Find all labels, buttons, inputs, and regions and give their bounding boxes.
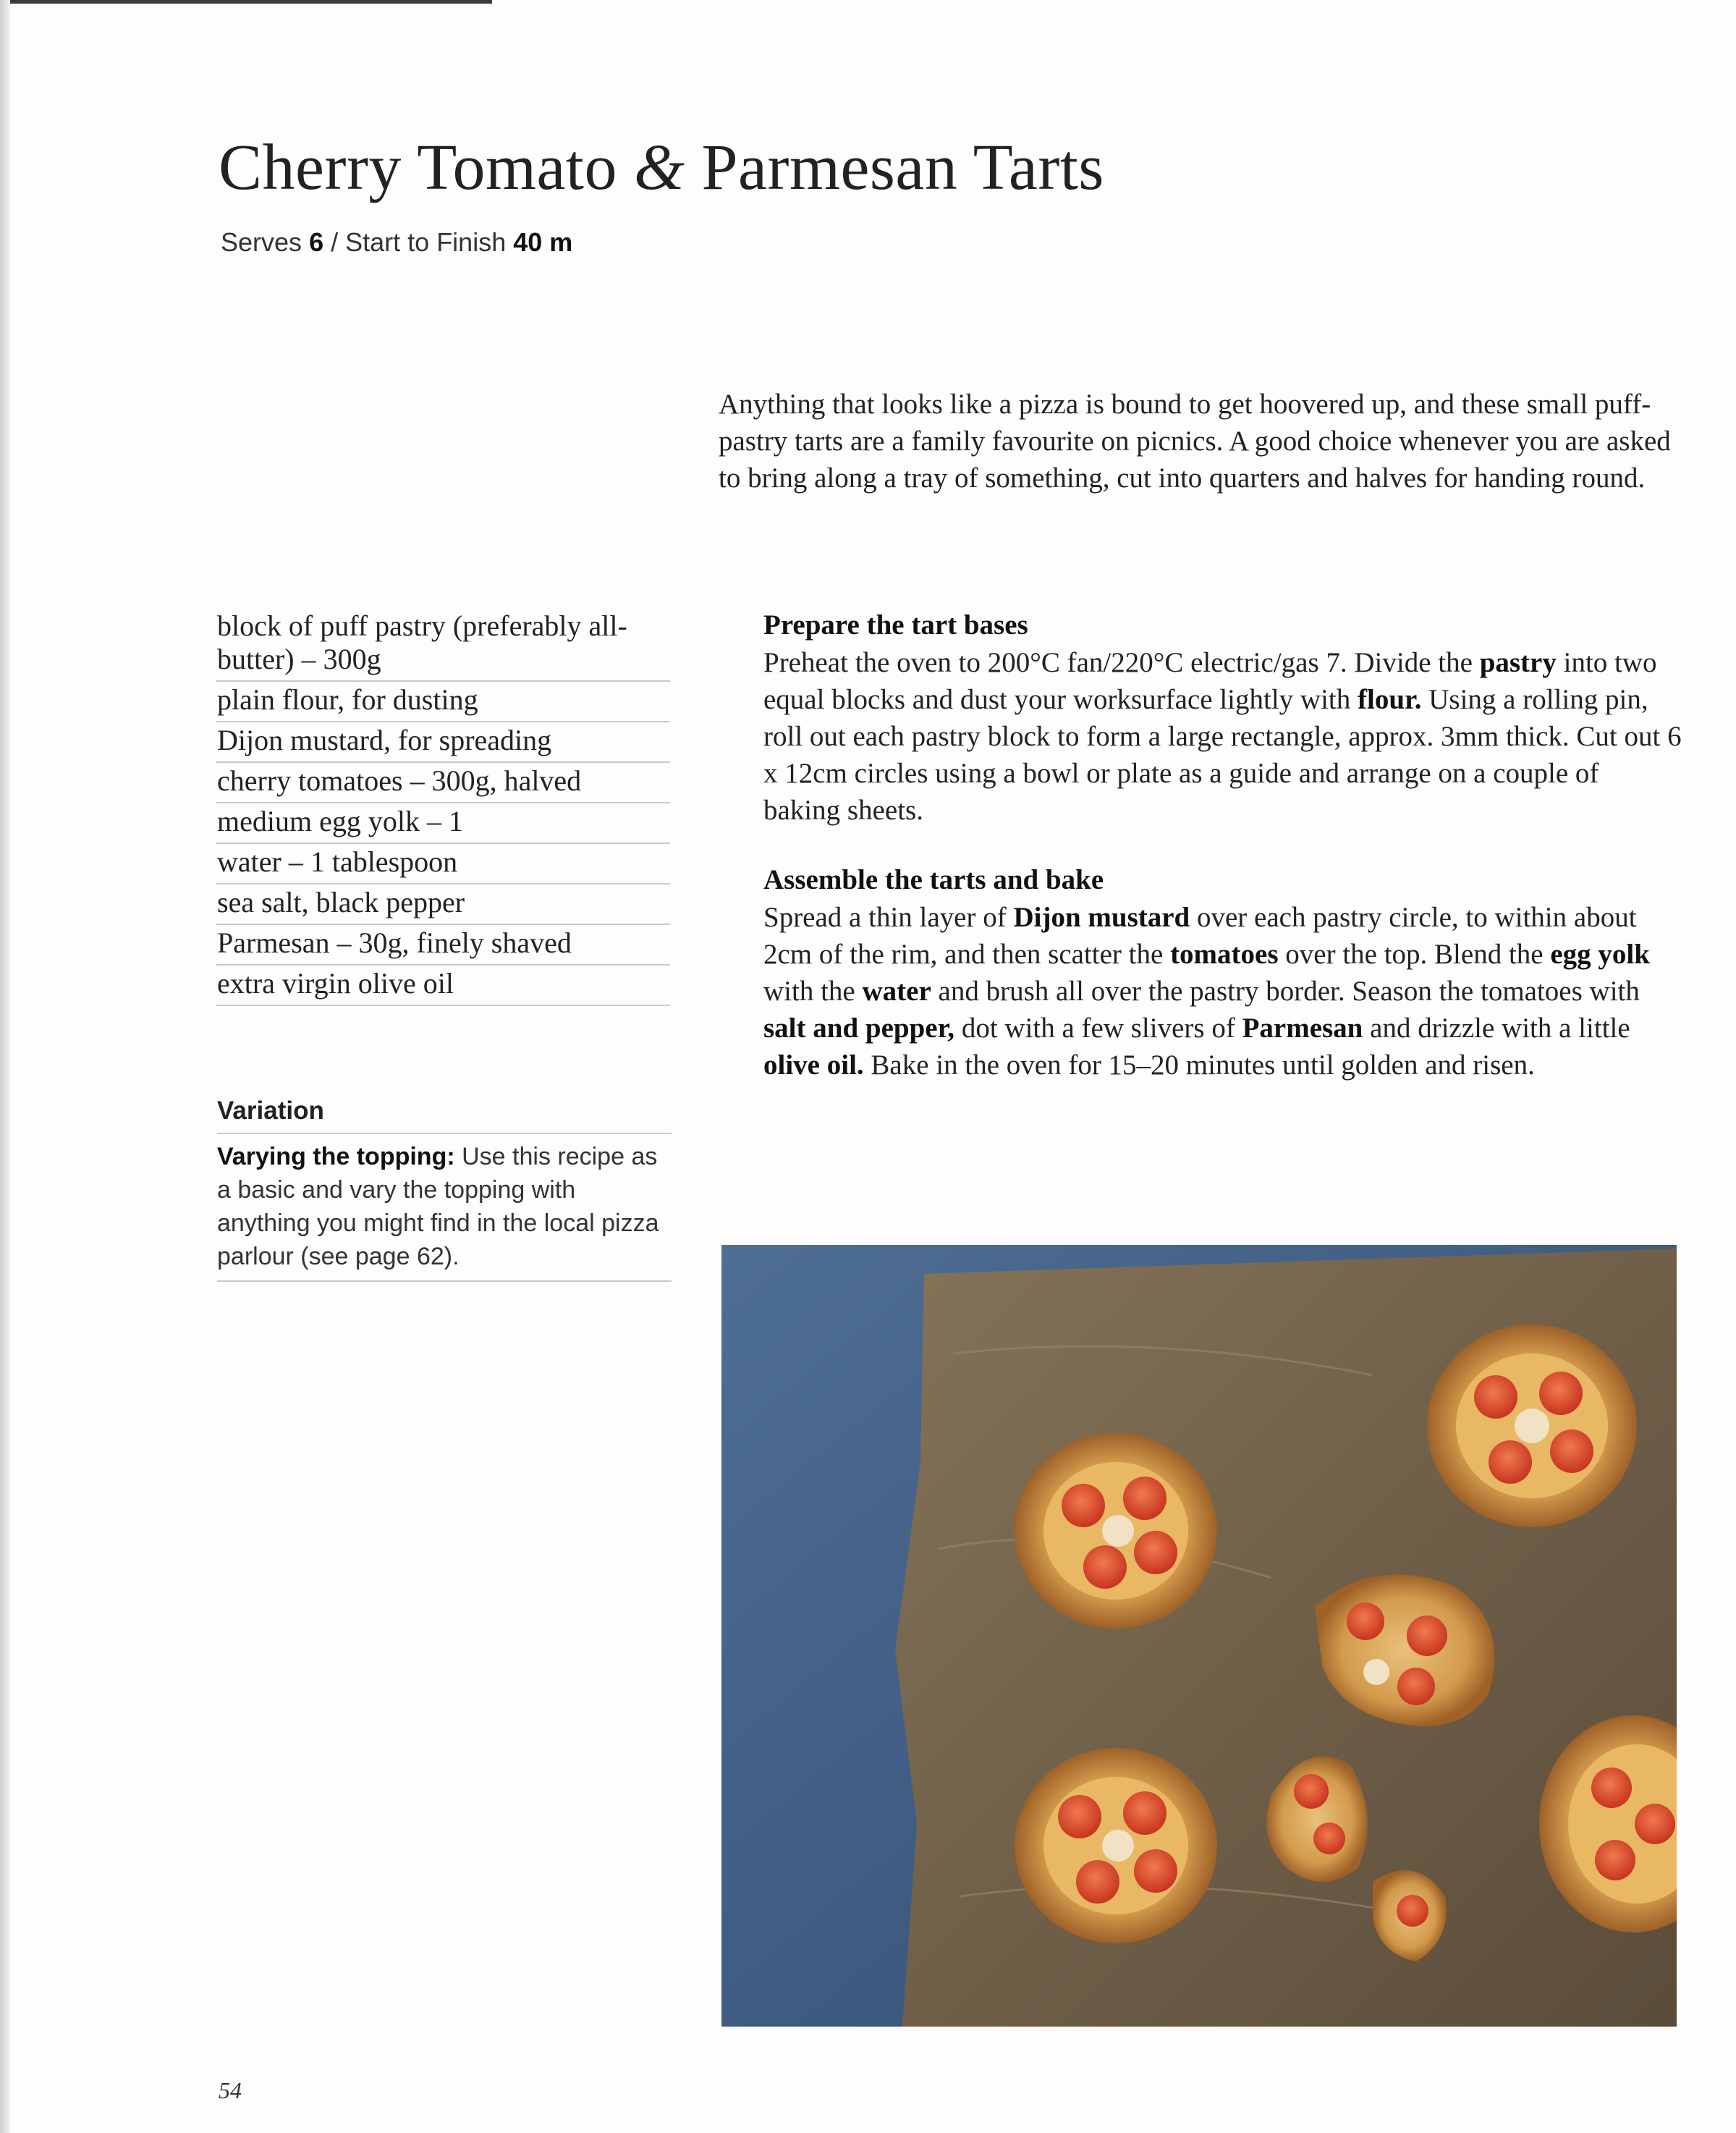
page-edge-top (0, 0, 492, 4)
ingredient-item: extra virgin olive oil (216, 966, 670, 1006)
variation-heading: Variation (217, 1097, 672, 1134)
ingredient-item: plain flour, for dusting (216, 682, 670, 722)
method-step-prepare (763, 607, 1682, 829)
variation-text: Use this recipe as a basic and vary the topping with anything you might find in the local pizza parlour (see page 62). (217, 1143, 659, 1270)
tart (1427, 1325, 1637, 1527)
time-label: Start to Finish (345, 227, 507, 257)
step-text: Spread a thin layer of Dijon mustard over each pastry circle, to within about 2cm of the rim, and then scatter the tomatoes over the top. Blend the egg yolk with the water and brush all over the pastry border. Season the tomatoes with salt and pepper, dot with a few slivers of Parmesan and drizzle with a little olive oil. Bake in the oven for 15–20 minutes until golden and risen. (763, 902, 1650, 1081)
ingredient-item: medium egg yolk – 1 (216, 803, 670, 844)
page-edge-left (0, 0, 10, 2133)
title-part-1: Cherry Tomato (219, 132, 617, 203)
variation-box (217, 1097, 672, 1282)
serves-label: Serves (221, 227, 302, 257)
serves-value: 6 (309, 227, 324, 257)
ingredient-item: Parmesan – 30g, finely shaved (216, 925, 670, 966)
variation-body (217, 1134, 672, 1282)
tart (1015, 1748, 1217, 1943)
ingredient-item: sea salt, black pepper (216, 884, 670, 925)
time-value: 40 m (513, 227, 573, 257)
ingredient-item: block of puff pastry (preferably all-butter) – 300g (216, 608, 670, 682)
step-text: Preheat the oven to 200°C fan/220°C electric/gas 7. Divide the pastry into two equal blocks and dust your worksurface lightly with flour. Using a rolling pin, roll out each pastry block to form a large rectangle, approx. 3mm thick. Cut out 6 x 12cm circles using a bowl or plate as a guide and arrange on a couple of baking sheets. (763, 647, 1682, 826)
title-part-2: Parmesan Tarts (701, 132, 1104, 203)
ingredient-item: cherry tomatoes – 300g, halved (216, 763, 670, 803)
page-number: 54 (219, 2077, 242, 2103)
title-ampersand: & (633, 132, 685, 203)
tart (1015, 1433, 1217, 1629)
method-step-assemble (763, 861, 1682, 1084)
recipe-intro: Anything that looks like a pizza is bound to get hoovered up, and these small puff-pastry tarts are a family favourite on picnics. A good choice whenever you are asked to bring along a tray of something, cut into quarters and halves for handing round. (719, 389, 1671, 494)
step-heading: Assemble the tarts and bake (763, 864, 1104, 895)
recipe-photo (721, 1245, 1677, 2027)
step-heading: Prepare the tart bases (763, 609, 1028, 641)
recipe-meta (221, 227, 572, 258)
ingredient-list (216, 608, 670, 1006)
variation-lead: Varying the topping: (217, 1143, 455, 1170)
ingredient-item: water – 1 tablespoon (216, 844, 670, 884)
meta-separator: / (331, 227, 339, 257)
ingredient-item: Dijon mustard, for spreading (216, 722, 670, 763)
recipe-title (219, 130, 1104, 205)
